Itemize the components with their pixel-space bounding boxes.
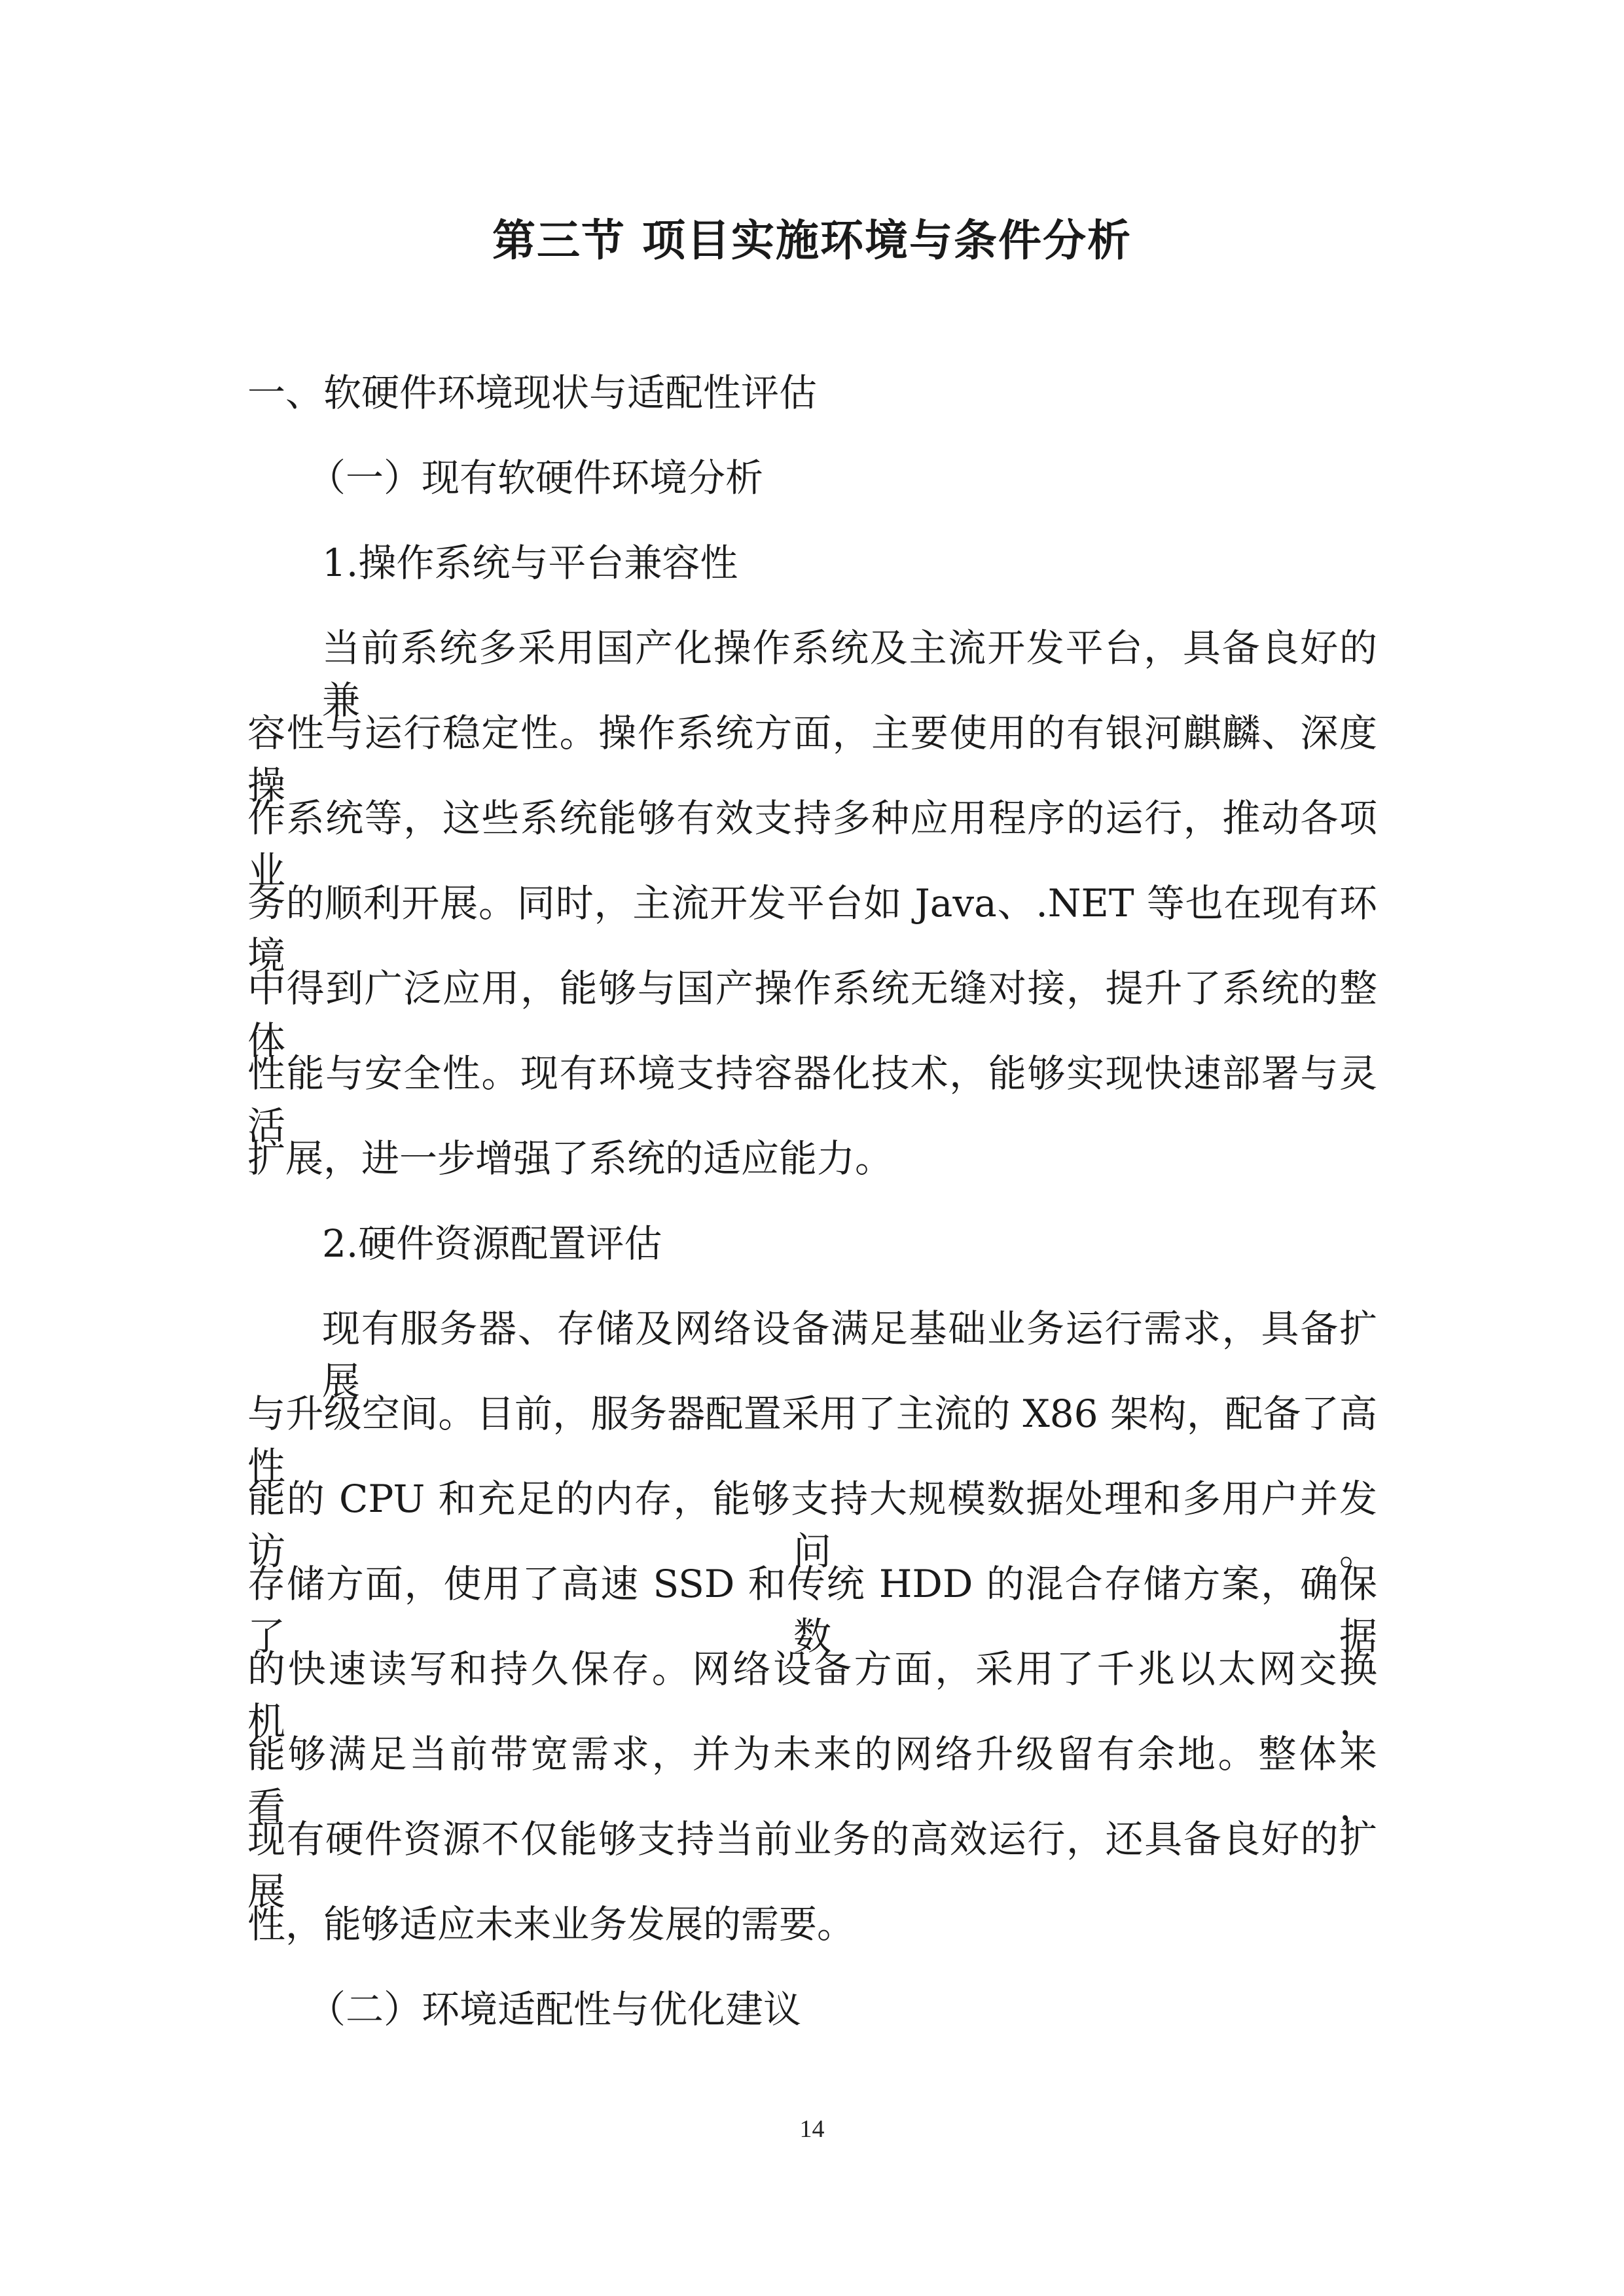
page-number: 14	[799, 2115, 825, 2143]
paragraph-line: 现有服务器、存储及网络设备满足基础业务运行需求，具备扩展	[322, 1306, 1377, 1403]
paragraph-line: 能的 CPU 和充足的内存，能够支持大规模数据处理和多用户并发访问。	[247, 1477, 1377, 1573]
paragraph-line: 性能与安全性。现有环境支持容器化技术，能够实现快速部署与灵活	[247, 1051, 1377, 1148]
subsection-heading: （一）现有软硬件环境分析	[308, 456, 764, 500]
paragraph-line: 中得到广泛应用，能够与国产操作系统无缝对接，提升了系统的整体	[247, 966, 1377, 1063]
paragraph-line: 的快速读写和持久保存。网络设备方面，采用了千兆以太网交换机，	[247, 1647, 1377, 1744]
paragraph-line: 务的顺利开展。同时，主流开发平台如 Java、.NET 等也在现有环境	[247, 881, 1377, 978]
paragraph-line: 扩展，进一步增强了系统的适应能力。	[247, 1136, 893, 1181]
paragraph-line: 容性与运行稳定性。操作系统方面，主要使用的有银河麒麟、深度操	[247, 711, 1377, 808]
paragraph-line: 与升级空间。目前，服务器配置采用了主流的 X86 架构，配备了高性	[247, 1391, 1377, 1488]
paragraph-line: 现有硬件资源不仅能够支持当前业务的高效运行，还具备良好的扩展	[247, 1817, 1377, 1914]
paragraph-line: 存储方面，使用了高速 SSD 和传统 HDD 的混合存储方案，确保了数据	[247, 1562, 1377, 1659]
paragraph-line: 能够满足当前带宽需求，并为未来的网络升级留有余地。整体来看，	[247, 1732, 1377, 1829]
paragraph-line: 作系统等，这些系统能够有效支持多种应用程序的运行，推动各项业	[247, 796, 1377, 893]
paragraph-line: 性，能够适应未来业务发展的需要。	[247, 1902, 856, 1946]
subsection-heading: （二）环境适配性与优化建议	[308, 1987, 802, 2032]
section-heading: 一、软硬件环境现状与适配性评估	[247, 370, 818, 415]
item-heading: 2.硬件资源配置评估	[322, 1221, 662, 1266]
page-title: 第三节 项目实施环境与条件分析	[492, 215, 1132, 266]
item-heading: 1.操作系统与平台兼容性	[322, 541, 738, 585]
paragraph-line: 当前系统多采用国产化操作系统及主流开发平台，具备良好的兼	[322, 626, 1377, 723]
